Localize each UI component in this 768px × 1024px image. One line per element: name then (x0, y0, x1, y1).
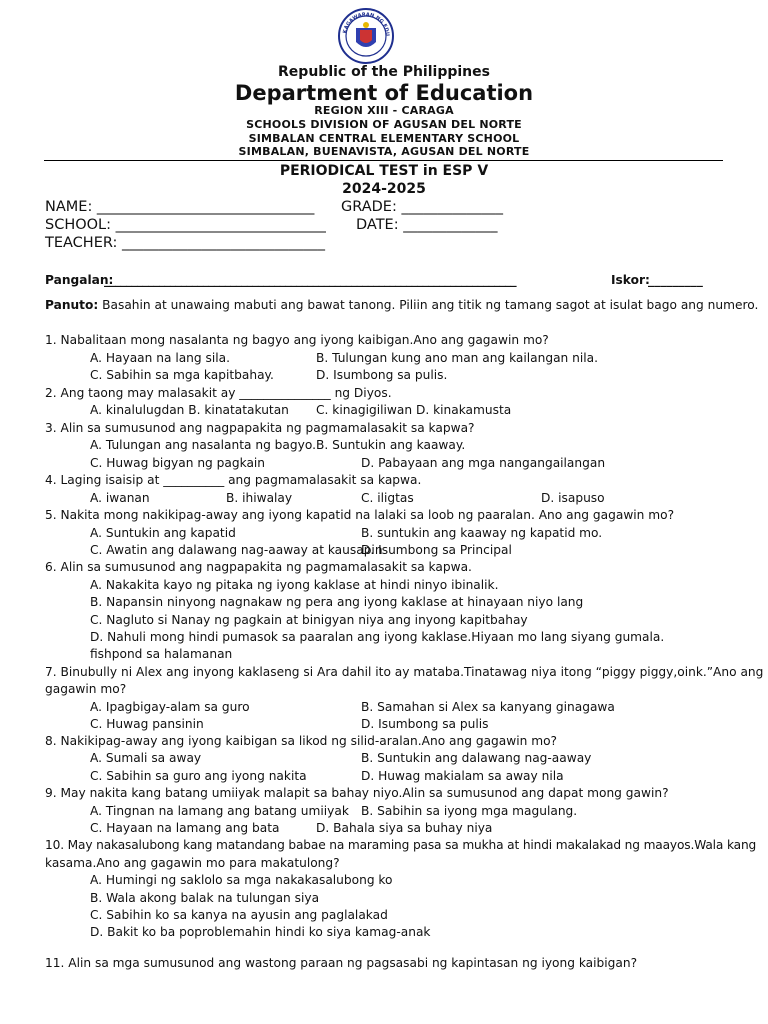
question-8: 8. Nakikipag-away ang iyong kaibigan sa likod ng silid-aralan.Ano ang gagawin mo? (45, 734, 558, 748)
q8-option-c: C. Sabihin sa guro ang iyong nakita (90, 769, 307, 783)
deped-seal-icon (338, 8, 394, 64)
q6-option-a: A. Nakakita kayo ng pitaka ng iyong kaklase at hindi ninyo ibinalik. (90, 578, 499, 592)
q9-option-c: C. Hayaan na lamang ang bata (90, 821, 280, 835)
q8-option-a: A. Sumali sa away (90, 751, 202, 765)
republic-heading: Republic of the Philippines (278, 64, 490, 80)
q4-option-a: A. iwanan (90, 491, 150, 505)
school-year: 2024-2025 (342, 181, 426, 197)
q6-option-b: B. Napansin ninyong nagnakaw ng pera ang iyong kaklase at hinayaan niyo lang (90, 595, 584, 609)
panuto-text: Basahin at unawaing mabuti ang bawat tanong. Piliin ang titik ng tamang sagot at isulat bago ang numero. (102, 298, 759, 312)
q9-option-b: B. Sabihin sa iyong mga magulang. (361, 804, 578, 818)
date-field[interactable]: DATE: _____________ (356, 217, 498, 233)
q9-option-d: D. Bahala siya sa buhay niya (316, 821, 493, 835)
q1-option-a: A. Hayaan na lang sila. (90, 351, 230, 365)
school-heading: SIMBALAN CENTRAL ELEMENTARY SCHOOL (248, 132, 520, 145)
q3-option-c: C. Huwag bigyan ng pagkain (90, 456, 266, 470)
q7-option-c: C. Huwag pansinin (90, 717, 204, 731)
q3-option-a: A. Tulungan ang nasalanta ng bagyo. (90, 438, 316, 452)
school-field[interactable]: SCHOOL: _____________________________ (45, 217, 326, 233)
q1-option-d: D. Isumbong sa pulis. (316, 368, 448, 382)
panuto-label: Panuto: (45, 298, 99, 312)
question-10: 10. May nakasalubong kang matandang babae na maraming pasa sa mukha at hindi makalakad ng maayos.Wala kang (45, 838, 757, 852)
grade-field[interactable]: GRADE: ______________ (341, 199, 503, 215)
question-1: 1. Nabalitaan mong nasalanta ng bagyo ang iyong kaibigan.Ano ang gagawin mo? (45, 333, 549, 347)
q7-option-a: A. Ipagbigay-alam sa guro (90, 700, 250, 714)
q5-option-c: C. Awatin ang dalawang nag-aaway at kausapin (90, 543, 383, 557)
q2-option-cd: C. kinagigiliwan D. kinakamusta (316, 403, 512, 417)
q10-option-b: B. Wala akong balak na tulungan siya (90, 891, 320, 905)
q4-option-b: B. ihiwalay (226, 491, 293, 505)
q1-option-c: C. Sabihin sa mga kapitbahay. (90, 368, 274, 382)
q3-option-d: D. Pabayaan ang mga nangangailangan (361, 456, 606, 470)
test-title: PERIODICAL TEST in ESP V (279, 163, 489, 179)
q9-option-a: A. Tingnan na lamang ang batang umiiyak (90, 804, 349, 818)
question-9: 9. May nakita kang batang umiiyak malapit sa bahay niyo.Alin sa sumusunod ang dapat mong gawin? (45, 786, 669, 800)
q10-option-d: D. Bakit ko ba poproblemahin hindi ko siya kamag-anak (90, 925, 431, 939)
q10-option-c: C. Sabihin ko sa kanya na ayusin ang paglalakad (90, 908, 388, 922)
q7-option-b: B. Samahan si Alex sa kanyang ginagawa (361, 700, 615, 714)
question-2: 2. Ang taong may malasakit ay _______________ ng Diyos. (45, 386, 392, 400)
q3-option-b: B. Suntukin ang kaaway. (316, 438, 466, 452)
q5-option-b: B. suntukin ang kaaway ng kapatid mo. (361, 526, 603, 540)
question-5: 5. Nakita mong nakikipag-away ang iyong kapatid na lalaki sa loob ng paaralan. Ano ang gagawin mo? (45, 508, 675, 522)
question-10-continued: kasama.Ano ang gagawin mo para makatulong? (45, 856, 340, 870)
question-7: 7. Binubully ni Alex ang inyong kaklaseng si Ara dahil ito ay mataba.Tinatawag niya itong “piggy piggy,oink.”Ano ang (45, 665, 764, 679)
pangalan-line[interactable]: ___________________________________________________________________________ (104, 273, 517, 287)
name-field[interactable]: NAME: ______________________________ (45, 199, 315, 215)
question-3: 3. Alin sa sumusunod ang nagpapakita ng pagmamalasakit sa kapwa? (45, 421, 475, 435)
q6-option-d: D. Nahuli mong hindi pumasok sa paaralan ang iyong kaklase.Hiyaan mo lang siyang gumala. (90, 630, 665, 644)
question-6: 6. Alin sa sumusunod ang nagpapakita ng pagmamalasakit sa kapwa. (45, 560, 472, 574)
q10-option-a: A. Humingi ng saklolo sa mga nakakasalubong ko (90, 873, 393, 887)
question-11: 11. Alin sa mga sumusunod ang wastong paraan ng pagsasabi ng kapintasan ng iyong kaibigan? (45, 956, 638, 970)
q5-option-a: A. Suntukin ang kapatid (90, 526, 236, 540)
q4-option-d: D. isapuso (541, 491, 605, 505)
seal-text: KAGAWARAN NG EDU (342, 11, 391, 37)
teacher-field[interactable]: TEACHER: ____________________________ (45, 235, 325, 251)
iskor-label: Iskor: (611, 273, 650, 287)
q2-option-ab: A. kinalulugdan B. kinatatakutan (90, 403, 289, 417)
q6-option-c: C. Nagluto si Nanay ng pagkain at binigyan niya ang inyong kapitbahay (90, 613, 528, 627)
q7-option-d: D. Isumbong sa pulis (361, 717, 489, 731)
q5-option-d: D. Isumbong sa Principal (361, 543, 512, 557)
q8-option-d: D. Huwag makialam sa away nila (361, 769, 564, 783)
question-4: 4. Laging isaisip at __________ ang pagmamalasakit sa kapwa. (45, 473, 422, 487)
region-heading: REGION XIII - CARAGA (314, 104, 454, 117)
header-divider (44, 160, 723, 161)
q6-option-d-continued: fishpond sa halamanan (90, 647, 233, 661)
address-heading: SIMBALAN, BUENAVISTA, AGUSAN DEL NORTE (238, 145, 530, 158)
q4-option-c: C. iligtas (361, 491, 414, 505)
q1-option-b: B. Tulungan kung ano man ang kailangan nila. (316, 351, 598, 365)
question-7-continued: gagawin mo? (45, 682, 127, 696)
division-heading: SCHOOLS DIVISION OF AGUSAN DEL NORTE (246, 118, 522, 131)
iskor-line[interactable]: _________ (648, 273, 703, 287)
q8-option-b: B. Suntukin ang dalawang nag-aaway (361, 751, 592, 765)
pangalan-label: Pangalan: (45, 273, 114, 287)
department-heading: Department of Education (234, 81, 534, 105)
